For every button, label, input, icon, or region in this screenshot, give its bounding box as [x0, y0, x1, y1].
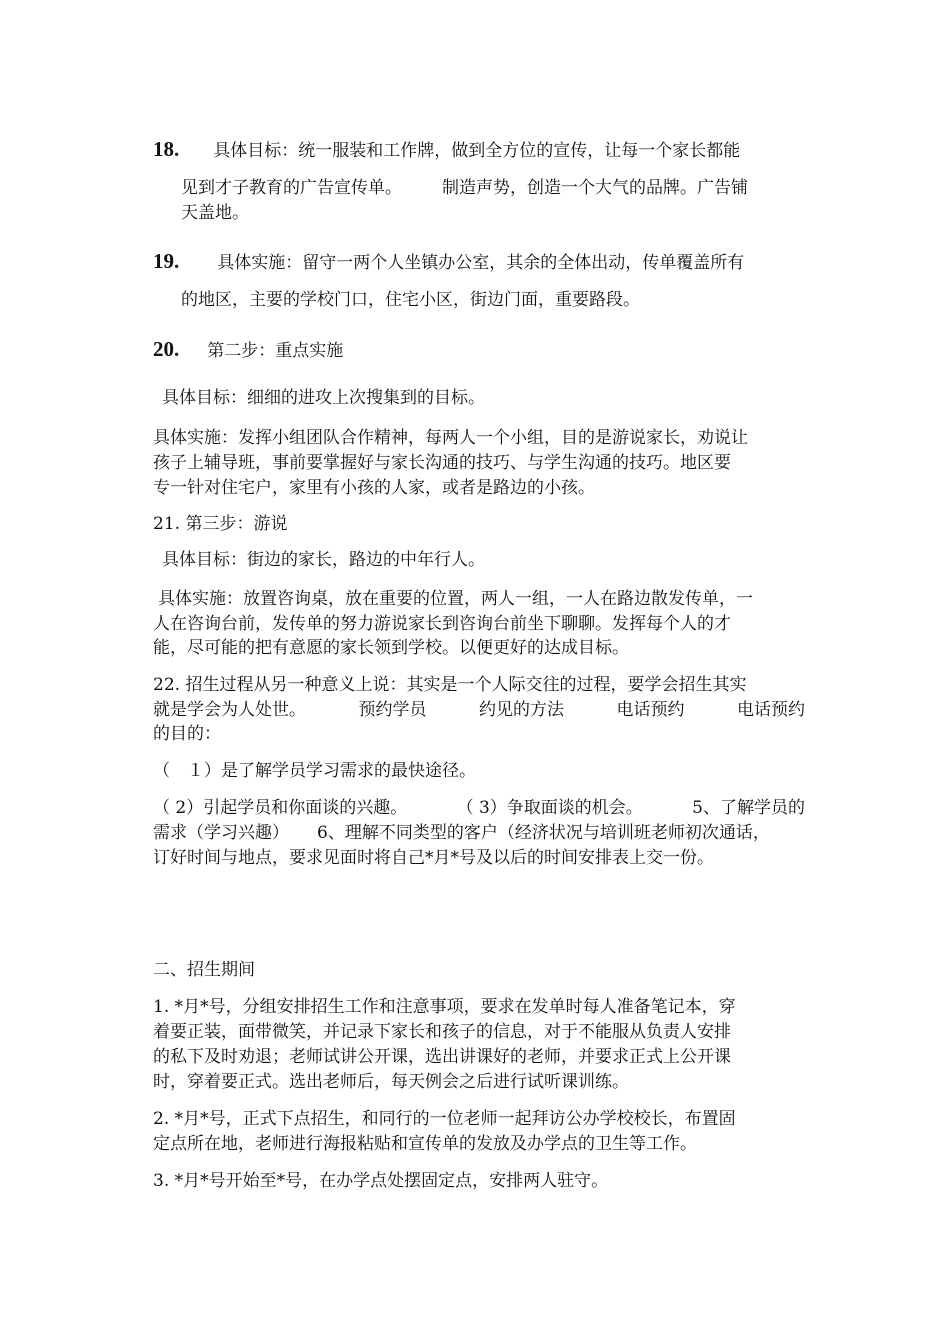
item-22-text: （ 2）引起学员和你面谈的兴趣。 [153, 798, 408, 818]
item-22-point-3 [153, 821, 770, 845]
item-22-text: 电话预约 [616, 700, 685, 720]
item-number: 18. [153, 137, 180, 161]
item-20-impl-1: 具体实施：发挥小组团队合作精神，每两人一个小组，目的是游说家长，劝说让 [153, 428, 748, 448]
item-22-point-1: （ １）是了解学员学习需求的最快途径。 [153, 761, 476, 781]
section-heading: 二、招生期间 [153, 960, 255, 980]
item-22-line-2 [153, 698, 805, 722]
section-2-item-1-line-2: 着要正装，面带微笑，并记录下家长和孩子的信息，对于不能服从负责人安排 [153, 1022, 731, 1042]
section-2-item-2-line-1: 2. *月*号，正式下点招生，和同行的一位老师一起拜访公办学校校长，布置固 [153, 1109, 736, 1129]
section-2-item-2-line-2: 定点所在地，老师进行海报粘贴和宣传单的发放及办学点的卫生等工作。 [153, 1134, 697, 1154]
item-22-line-1: 22. 招生过程从另一种意义上说：其实是一个人际交往的过程，要学会招生其实 [153, 675, 747, 695]
item-21-impl-1: 具体实施：放置咨询桌，放在重要的位置，两人一组，一人在路边散发传单，一 [158, 589, 753, 609]
item-21-impl-3: 能，尽可能的把有意愿的家长领到学校。以便更好的达成目标。 [153, 638, 629, 658]
item-22-point-2 [153, 796, 805, 820]
item-18-text: 见到才子教育的广告宣传单。 [181, 178, 402, 198]
item-22-text: 约见的方法 [479, 700, 564, 720]
item-21-impl-2: 人在咨询台前，发传单的努力游说家长到咨询台前坐下聊聊。发挥每个人的才 [153, 614, 731, 634]
item-18-line-1 [153, 137, 740, 163]
item-20-title: 第二步：重点实施 [207, 341, 344, 361]
item-18-line-3: 天盖地。 [181, 203, 249, 223]
item-19-line-2: 的地区，主要的学校门口，住宅小区，街边门面，重要路段。 [181, 290, 640, 310]
item-22-text: 需求（学习兴趣） [153, 823, 289, 843]
item-20-heading [153, 337, 343, 363]
item-22-text: （ 3）争取面谈的机会。 [456, 798, 643, 818]
item-20-goal: 具体目标：细细的进攻上次搜集到的目标。 [162, 388, 485, 408]
item-number: 19. [153, 249, 180, 273]
item-22-text: 电话预约 [737, 700, 805, 720]
item-18-line-2 [181, 176, 748, 200]
item-22-line-3: 的目的： [153, 724, 221, 744]
section-2-item-1-line-1: 1. *月*号，分组安排招生工作和注意事项，要求在发单时每人准备笔记本，穿 [153, 997, 736, 1017]
item-18-text: 具体目标：统一服装和工作牌，做到全方位的宣传，让每一个家长都能 [213, 141, 741, 161]
item-22-point-4: 订好时间与地点，要求见面时将自己*月*号及以后的时间安排表上交一份。 [153, 848, 714, 868]
item-20-impl-2: 孩子上辅导班，事前要掌握好与家长沟通的技巧、与学生沟通的技巧。地区要 [153, 453, 731, 473]
section-2-item-3-line-1: 3. *月*号开始至*号，在办学点处摆固定点，安排两人驻守。 [153, 1171, 609, 1191]
item-19-text: 具体实施：留守一两个人坐镇办公室，其余的全体出动，传单覆盖所有 [217, 253, 745, 273]
section-2-item-1-line-4: 时，穿着要正式。选出老师后，每天例会之后进行试听课训练。 [153, 1072, 629, 1092]
item-21-goal: 具体目标：街边的家长，路边的中年行人。 [162, 550, 485, 570]
item-22-text: 就是学会为人处世。 [153, 700, 306, 720]
item-22-text: 5、了解学员的 [692, 798, 805, 818]
item-21-heading: 21. 第三步：游说 [153, 514, 288, 534]
item-22-text: 预约学员 [358, 700, 427, 720]
item-20-impl-3: 专一针对住宅户，家里有小孩的人家，或者是路边的小孩。 [153, 478, 595, 498]
item-18-text: 制造声势，创造一个大气的品牌。广告铺 [442, 178, 748, 198]
item-number: 20. [153, 337, 180, 361]
section-2-item-1-line-3: 的私下及时劝退；老师试讲公开课，选出讲课好的老师，并要求正式上公开课 [153, 1047, 731, 1067]
item-22-text: 6、理解不同类型的客户（经济状况与培训班老师初次通话， [317, 823, 770, 843]
item-19-line-1 [153, 249, 744, 275]
